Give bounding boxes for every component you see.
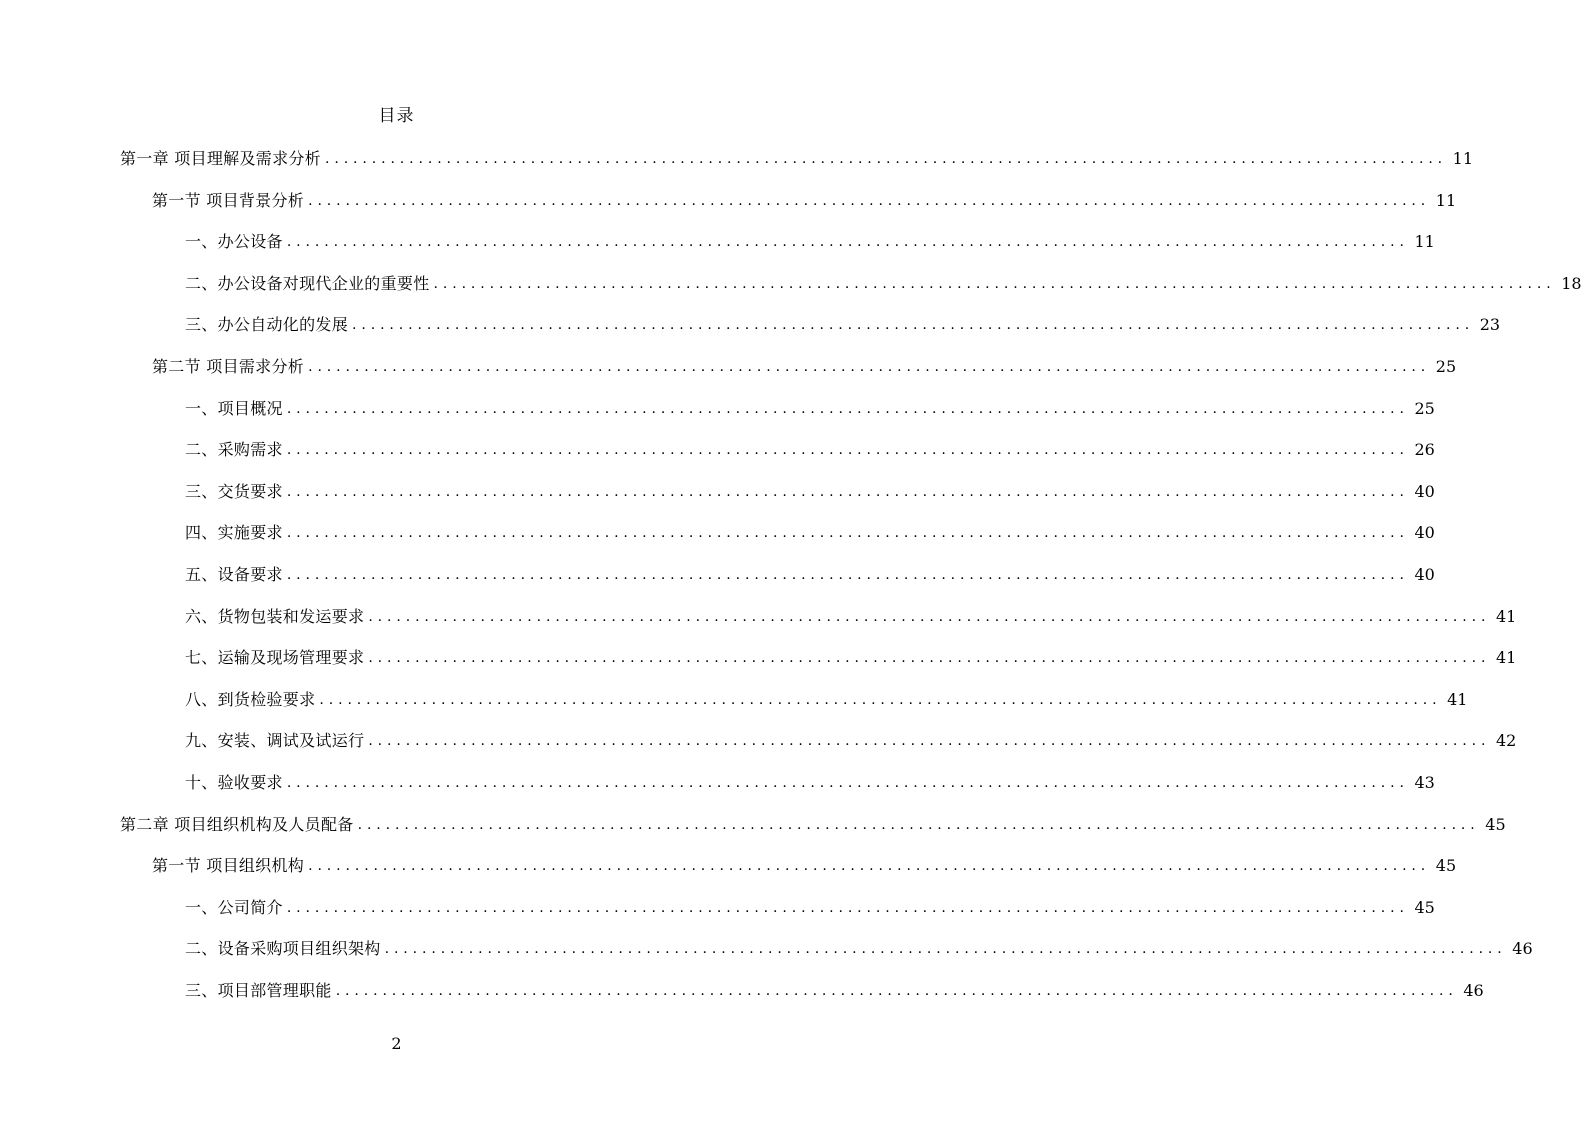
toc-entry-label: 第一节 项目组织机构 bbox=[152, 856, 305, 876]
toc-entry-page: 40 bbox=[1414, 565, 1435, 584]
toc-leader-dots: ........................................................................................................................ bbox=[286, 775, 1409, 791]
toc-entry[interactable] bbox=[185, 978, 1484, 1004]
toc-entry-page: 41 bbox=[1495, 648, 1517, 668]
page-number: 2 bbox=[391, 1034, 402, 1053]
toc-entry-page: 45 bbox=[1485, 814, 1506, 834]
toc-entry-page: 41 bbox=[1495, 606, 1517, 626]
toc-entry-label: 二、设备采购项目组织架构 bbox=[185, 939, 381, 959]
toc-leader-dots: ........................................................................................................................ bbox=[335, 983, 1458, 999]
toc-entry-label: 第一章 项目理解及需求分析 bbox=[120, 149, 321, 168]
toc-leader-dots: ........................................................................................................................ bbox=[433, 275, 1556, 292]
toc-entry-page: 43 bbox=[1414, 773, 1435, 792]
toc-entry-label: 一、项目概况 bbox=[185, 398, 283, 418]
toc-entry-label: 五、设备要求 bbox=[185, 565, 283, 584]
toc-entry[interactable] bbox=[185, 936, 1533, 962]
toc-entry[interactable] bbox=[185, 770, 1435, 796]
toc-leader-dots: ........................................................................................................................ bbox=[286, 899, 1409, 916]
toc-entry[interactable] bbox=[185, 271, 1582, 297]
toc-entry-page: 18 bbox=[1561, 273, 1582, 293]
toc-entry[interactable] bbox=[185, 604, 1517, 630]
toc-entry-page: 25 bbox=[1414, 398, 1435, 418]
toc-entry-label: 一、公司简介 bbox=[185, 897, 283, 917]
toc-entry-label: 七、运输及现场管理要求 bbox=[185, 648, 365, 668]
toc-entry[interactable] bbox=[185, 229, 1435, 255]
page-title: 目录 bbox=[378, 106, 415, 126]
toc-leader-dots: ........................................................................................................................ bbox=[286, 483, 1409, 500]
toc-leader-dots: ........................................................................................................................ bbox=[368, 733, 1491, 750]
toc-entry-page: 11 bbox=[1452, 149, 1474, 168]
toc-leader-dots: ........................................................................................................................ bbox=[308, 359, 1431, 375]
toc-leader-dots: ........................................................................................................................ bbox=[368, 650, 1491, 667]
toc-entry-page: 45 bbox=[1414, 897, 1435, 917]
toc-entry-page: 41 bbox=[1447, 689, 1468, 709]
toc-entry-label: 八、到货检验要求 bbox=[185, 689, 316, 709]
toc-entry-page: 26 bbox=[1414, 440, 1435, 460]
toc-entry[interactable] bbox=[185, 895, 1435, 921]
toc-entry-page: 46 bbox=[1463, 981, 1484, 1000]
toc-entry[interactable] bbox=[152, 188, 1457, 214]
toc-entry-label: 四、实施要求 bbox=[185, 523, 283, 543]
toc-entry[interactable] bbox=[152, 354, 1457, 380]
toc-entry-page: 45 bbox=[1435, 856, 1457, 876]
toc-leader-dots: ........................................................................................................................ bbox=[352, 317, 1475, 334]
toc-entry[interactable] bbox=[120, 146, 1474, 172]
toc-entry-label: 十、验收要求 bbox=[185, 773, 283, 792]
toc-entry[interactable] bbox=[185, 396, 1435, 422]
toc-entry-label: 第二节 项目需求分析 bbox=[152, 357, 305, 376]
toc-entry-label: 一、办公设备 bbox=[185, 232, 283, 252]
toc-entry[interactable] bbox=[185, 645, 1517, 671]
toc-entry[interactable] bbox=[185, 437, 1435, 463]
toc-leader-dots: ........................................................................................................................ bbox=[286, 525, 1409, 542]
toc-entry-label: 三、办公自动化的发展 bbox=[185, 315, 349, 335]
toc-entry-label: 三、交货要求 bbox=[185, 481, 283, 501]
toc-entry-label: 二、办公设备对现代企业的重要性 bbox=[185, 273, 430, 293]
toc-leader-dots: ........................................................................................................................ bbox=[308, 192, 1431, 209]
toc-entry[interactable] bbox=[185, 562, 1435, 588]
toc-entry[interactable] bbox=[185, 728, 1517, 754]
toc-entry-label: 六、货物包装和发运要求 bbox=[185, 606, 365, 626]
toc-leader-dots: ........................................................................................................................ bbox=[286, 567, 1409, 583]
toc-entry[interactable] bbox=[152, 853, 1457, 879]
toc-entry-label: 二、采购需求 bbox=[185, 440, 283, 460]
toc-entry-label: 第一节 项目背景分析 bbox=[152, 190, 305, 210]
toc-entry[interactable] bbox=[185, 479, 1435, 505]
toc-entry-page: 42 bbox=[1495, 731, 1517, 751]
toc-entry-page: 11 bbox=[1435, 190, 1457, 210]
toc-entry[interactable] bbox=[120, 812, 1506, 838]
toc-leader-dots: ........................................................................................................................ bbox=[286, 234, 1409, 251]
toc-leader-dots: ........................................................................................................................ bbox=[286, 400, 1409, 417]
toc-entry-label: 第二章 项目组织机构及人员配备 bbox=[120, 814, 354, 834]
toc-entry[interactable] bbox=[185, 687, 1468, 713]
toc-entry-label: 九、安装、调试及试运行 bbox=[185, 731, 365, 751]
toc-entry-label: 三、项目部管理职能 bbox=[185, 981, 332, 1000]
toc-leader-dots: ........................................................................................................................ bbox=[325, 151, 1448, 167]
toc-entry-page: 40 bbox=[1414, 523, 1435, 543]
toc-leader-dots: ........................................................................................................................ bbox=[308, 858, 1431, 875]
toc-entry[interactable] bbox=[185, 312, 1501, 338]
toc-leader-dots: ........................................................................................................................ bbox=[319, 691, 1442, 708]
toc-leader-dots: ........................................................................................................................ bbox=[368, 608, 1491, 625]
toc-entry[interactable] bbox=[185, 520, 1435, 546]
toc-entry-page: 46 bbox=[1512, 939, 1533, 959]
toc-leader-dots: ........................................................................................................................ bbox=[357, 816, 1480, 833]
toc-entry-page: 23 bbox=[1479, 315, 1501, 335]
toc-leader-dots: ........................................................................................................................ bbox=[384, 941, 1507, 958]
toc-entry-page: 25 bbox=[1435, 357, 1457, 376]
toc-entry-page: 11 bbox=[1414, 232, 1435, 252]
toc-leader-dots: ........................................................................................................................ bbox=[286, 442, 1409, 459]
toc-entry-page: 40 bbox=[1414, 481, 1435, 501]
